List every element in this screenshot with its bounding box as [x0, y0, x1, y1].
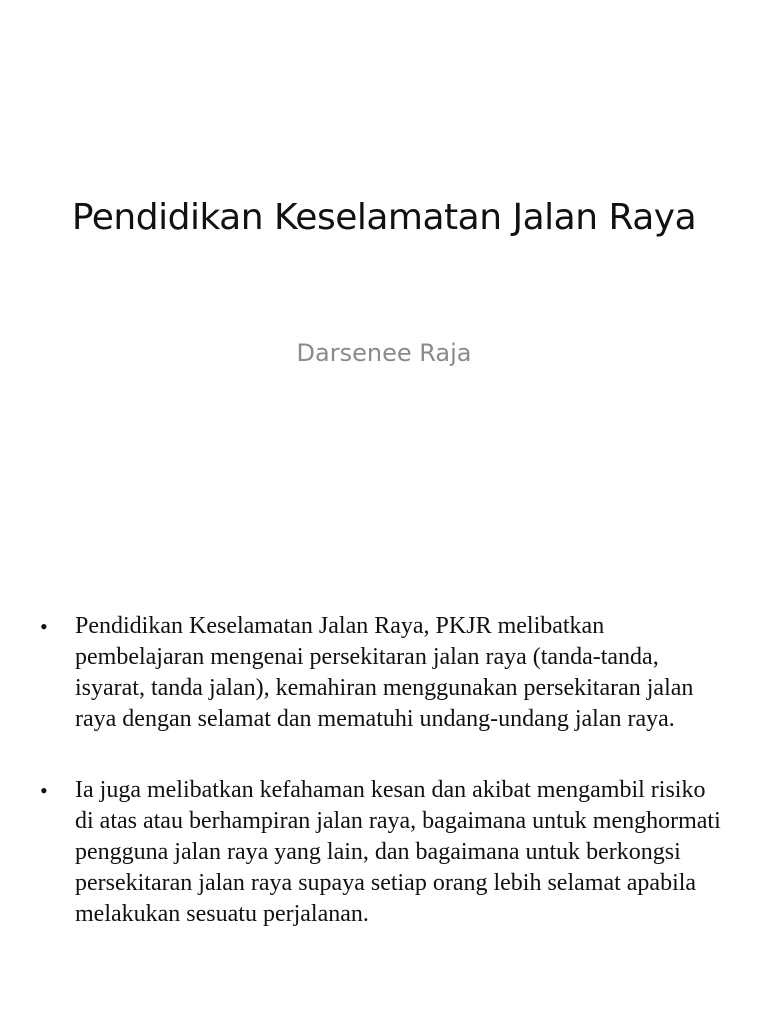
bullet-list: [40, 611, 730, 930]
bullet-item: [40, 775, 730, 930]
bullet-icon: •: [40, 778, 48, 803]
bullet-text: Pendidikan Keselamatan Jalan Raya, PKJR melibatkan pembelajaran mengenai persekitaran jalan raya (tanda-tanda, isyarat, tanda jalan), kemahiran menggunakan persekitaran jalan raya dengan selamat dan mematuhi undang-undang jalan raya.: [75, 613, 694, 732]
slide-subtitle: Darsenee Raja: [296, 339, 472, 367]
bullet-item: [40, 611, 730, 735]
bullet-icon: •: [40, 614, 48, 639]
bullet-text: Ia juga melibatkan kefahaman kesan dan akibat mengambil risiko di atas atau berhampiran jalan raya, bagaimana untuk menghormati pengguna jalan raya yang lain, dan bagaimana untuk berkongsi persekitaran jalan raya supaya setiap orang lebih selamat apabila melakukan sesuatu perjalanan.: [75, 777, 721, 927]
slide-title: Pendidikan Keselamatan Jalan Raya: [71, 197, 697, 238]
content-slide: [0, 512, 768, 1024]
